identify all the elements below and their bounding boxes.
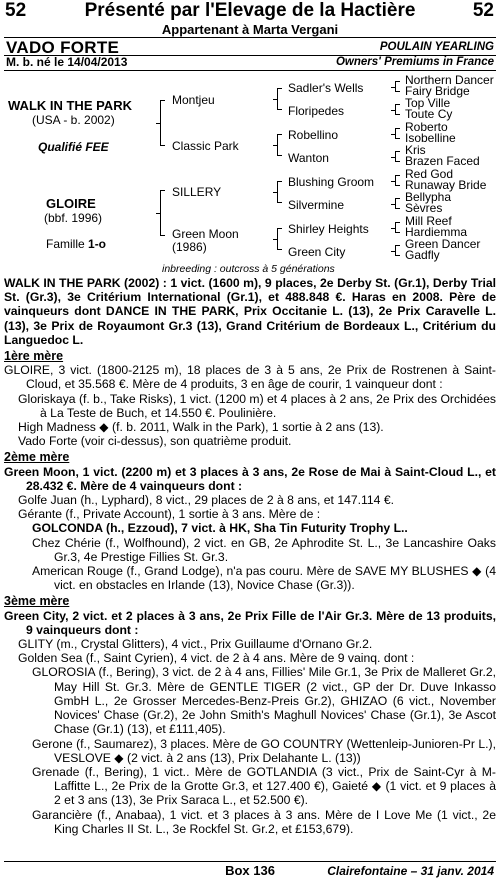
bracket (395, 151, 396, 162)
consignor-title: Présenté par l'Elevage de la Hactière (84, 0, 416, 21)
gen4-3: Top Ville (405, 96, 451, 110)
dam-family: Famille 1-o (46, 237, 107, 251)
gen4-6: Isobelline (405, 131, 456, 145)
third-dam-record: Green City, 2 vict. et 2 places à 3 ans, 2e Prix Fille de l'Air Gr.3. Mère de 13 produits, 9 vainqueurs dont : (4, 608, 496, 637)
third-dam-grandproduce-4: Garancière (f., Anabaa), 1 vict. et 3 places à 3 ans. Mère de I Love Me (1 vict., 2e King Charles II St. L., 3e Rockfel St. Gr.2, et £153,679). (32, 807, 496, 836)
bracket (277, 181, 278, 203)
gen3-5: Blushing Groom (288, 175, 375, 189)
gen4-1: Northern Dancer (405, 73, 494, 87)
gen3-7: Shirley Heights (288, 222, 369, 236)
first-dam-produce-2: High Madness ◆ (f. b. 2011, Walk in the Park), 1 sortie à 2 ans (13). (18, 420, 384, 435)
horse-name: VADO FORTE (6, 38, 120, 57)
gen4-9: Red God (405, 167, 454, 181)
gen4-5: Roberto (405, 120, 448, 134)
gen3-3: Robellino (288, 128, 339, 142)
section-second-dam: 2ème mère (4, 450, 70, 465)
sire-qualification: Qualifié FEE (38, 140, 109, 154)
gen3-6: Silvermine (288, 198, 345, 212)
sire-performance: WALK IN THE PARK (2002) : 1 vict. (1600 m), 9 places, 2e Derby St. (Gr.1), Derby Trial St. (Gr.3), 3e Critérium International (Gr.1), et 488.848 €. Haras en 2008. Père de vainqueurs dont DANCE IN THE PARK, Prix Occitanie L. (13), 2e Prix Caravelle L. (13), 3e Prix de Royaumont Gr.3 (13), Grand Critérium de Bordeaux L., Critérium du Languedoc L. (4, 276, 496, 347)
bracket (395, 198, 396, 209)
box-number: Box 136 (225, 863, 275, 878)
lot-number-right: 52 (472, 0, 494, 21)
second-dam-record: Green Moon, 1 vict. (2200 m) et 3 places à 3 ans, 2e Rose de Mai à Saint-Cloud L., et 28.432 €. Mère de 4 vainqueurs dont : (4, 464, 496, 493)
gen4-7: Kris (405, 143, 426, 157)
second-dam-produce-2: Gérante (f., Private Account), 1 sortie à 3 ans. Mère de : (18, 507, 321, 522)
bracket (395, 128, 396, 139)
gen4-4: Toute Cy (405, 107, 453, 121)
bracket (277, 134, 278, 156)
bracket (395, 81, 396, 92)
gen4-8: Brazen Faced (405, 154, 480, 168)
owners-premiums: Owners' Premiums in France (335, 56, 494, 68)
section-first-dam: 1ère mère (4, 349, 64, 364)
bracket (395, 175, 396, 186)
bracket (395, 245, 396, 256)
bracket (395, 104, 396, 115)
gen4-11: Bellypha (405, 190, 452, 204)
bracket (277, 88, 278, 110)
gen4-13: Mill Reef (405, 214, 452, 228)
birth-info: M. b. né le 14/04/2013 (6, 55, 128, 69)
third-dam-produce-1: GLITY (m., Crystal Glitters), 4 vict., Prix Guillaume d'Ornano Gr.2. (18, 637, 373, 652)
sire-name: WALK IN THE PARK (8, 98, 132, 113)
gen4-16: Gadfly (405, 248, 440, 262)
gen4-12: Sèvres (405, 201, 443, 215)
gen2-sire-dam: Classic Park (172, 139, 239, 153)
lot-number: 52 (5, 0, 27, 21)
bracket (160, 190, 161, 236)
section-third-dam: 3ème mère (4, 594, 70, 609)
gen4-15: Green Dancer (405, 237, 481, 251)
third-dam-produce-2: Golden Sea (f., Saint Cyrien), 4 vict. de 2 à 4 ans. Mère de 9 vainq. dont : (18, 651, 415, 666)
gen2-dam-dam-year: (1986) (172, 240, 207, 254)
second-dam-produce-1: Golfe Juan (h., Lyphard), 8 vict., 29 places de 2 à 8 ans, et 147.114 €. (18, 493, 395, 508)
gen2-dam-sire: SILLERY (172, 185, 222, 199)
sire-info: (USA - b. 2002) (32, 113, 115, 127)
bracket (395, 222, 396, 233)
dam-name: GLOIRE (46, 196, 96, 211)
owner-line: Appartenant à Marta Vergani (161, 22, 339, 37)
gen2-dam-dam: Green Moon (172, 227, 239, 241)
gen3-4: Wanton (288, 151, 329, 165)
third-dam-grandproduce-1: GLOROSIA (f., Bering), 3 vict. de 2 à 4 ans, Fillies' Mile Gr.1, 3e Prix de Malleret Gr.2, May Hill St. Gr.3. Mère de GENTLE TIGER (2 vict., GP der Dr. Duve Inkasso GmbH L., 2e Grosser Mercedes-Benz-Preis Gr.2), GHIZAO (6 vict., November Novices' Chase (Gr.2), 2e John Smith's Maghull Novices' Chase (Gr.1), 3e Ascot Chase (Gr.1) (13), et £111,405). (32, 665, 496, 737)
gen4-14: Hardiemma (405, 225, 468, 239)
gen3-2: Floripedes (288, 104, 345, 118)
horse-category: POULAIN YEARLING (379, 41, 494, 53)
first-dam-produce-1: Gloriskaya (f. b., Take Risks), 1 vict. (1200 m) et 4 places à 2 ans, 2e Prix des Orchidées à La Teste de Buch, et 14.550 €. Poulinière. (18, 391, 496, 420)
third-dam-grandproduce-3: Grenade (f., Bering), 1 vict.. Mère de GOTLANDIA (3 vict., Prix de Saint-Cyr à M-Laffitte L., 2e Prix de la Grotte Gr.3, et 127.400 €), Gaieté ◆ (1 vict. et 9 places à 2 et 3 ans (13), 3e Prix Saraca L., et 52.500 €). (32, 764, 496, 808)
gen2-sire-sire: Montjeu (172, 93, 215, 107)
second-dam-grandproduce-3: American Rouge (f., Grand Lodge), n'a pas couru. Mère de SAVE MY BLUSHES ◆ (4 vict. en obstacles en Irlande (13), Novice Chase (Gr.3)). (32, 564, 496, 593)
gen3-8: Green City (288, 245, 346, 259)
second-dam-grandproduce-1: GOLCONDA (h., Ezzoud), 7 vict. à HK, Sha Tin Futurity Trophy L.. (32, 521, 408, 536)
sale-place-date: Clairefontaine – 31 janv. 2014 (327, 864, 494, 878)
gen4-10: Runaway Bride (405, 178, 487, 192)
bracket (160, 100, 161, 146)
second-dam-grandproduce-2: Chez Chérie (f., Wolfhound), 2 vict. en GB, 2e Aphrodite St. L., 3e Lancashire Oaks Gr.3, 4e Prestige Fillies St. Gr.3. (32, 535, 496, 564)
page-footer (0, 862, 500, 881)
gen3-1: Sadler's Wells (288, 81, 364, 95)
first-dam-produce-3: Vado Forte (voir ci-dessus), son quatrième produit. (18, 434, 292, 449)
gen4-2: Fairy Bridge (405, 84, 470, 98)
inbreeding-note: inbreeding : outcross à 5 générations (162, 263, 335, 275)
dam-info: (bbf. 1996) (44, 211, 103, 225)
third-dam-grandproduce-2: Gerone (f., Saumarez), 3 places. Mère de GO COUNTRY (Wettenleip-Junioren-Pr L.), VESLOVE ◆ (2 vict. à 2 ans (13), Prix Delahante L. (13)) (32, 736, 496, 765)
first-dam-record: GLOIRE, 3 vict. (1800-2125 m), 18 places de 3 à 5 ans, 2e Prix de Rostrenen à Saint-Cloud, et 35.568 €. Mère de 4 produits, 3 en âge de courir, 1 vainqueur dont : (4, 363, 496, 392)
catalogue-text (4, 276, 496, 836)
bracket (277, 228, 278, 250)
pedigree-chart (0, 0, 500, 280)
